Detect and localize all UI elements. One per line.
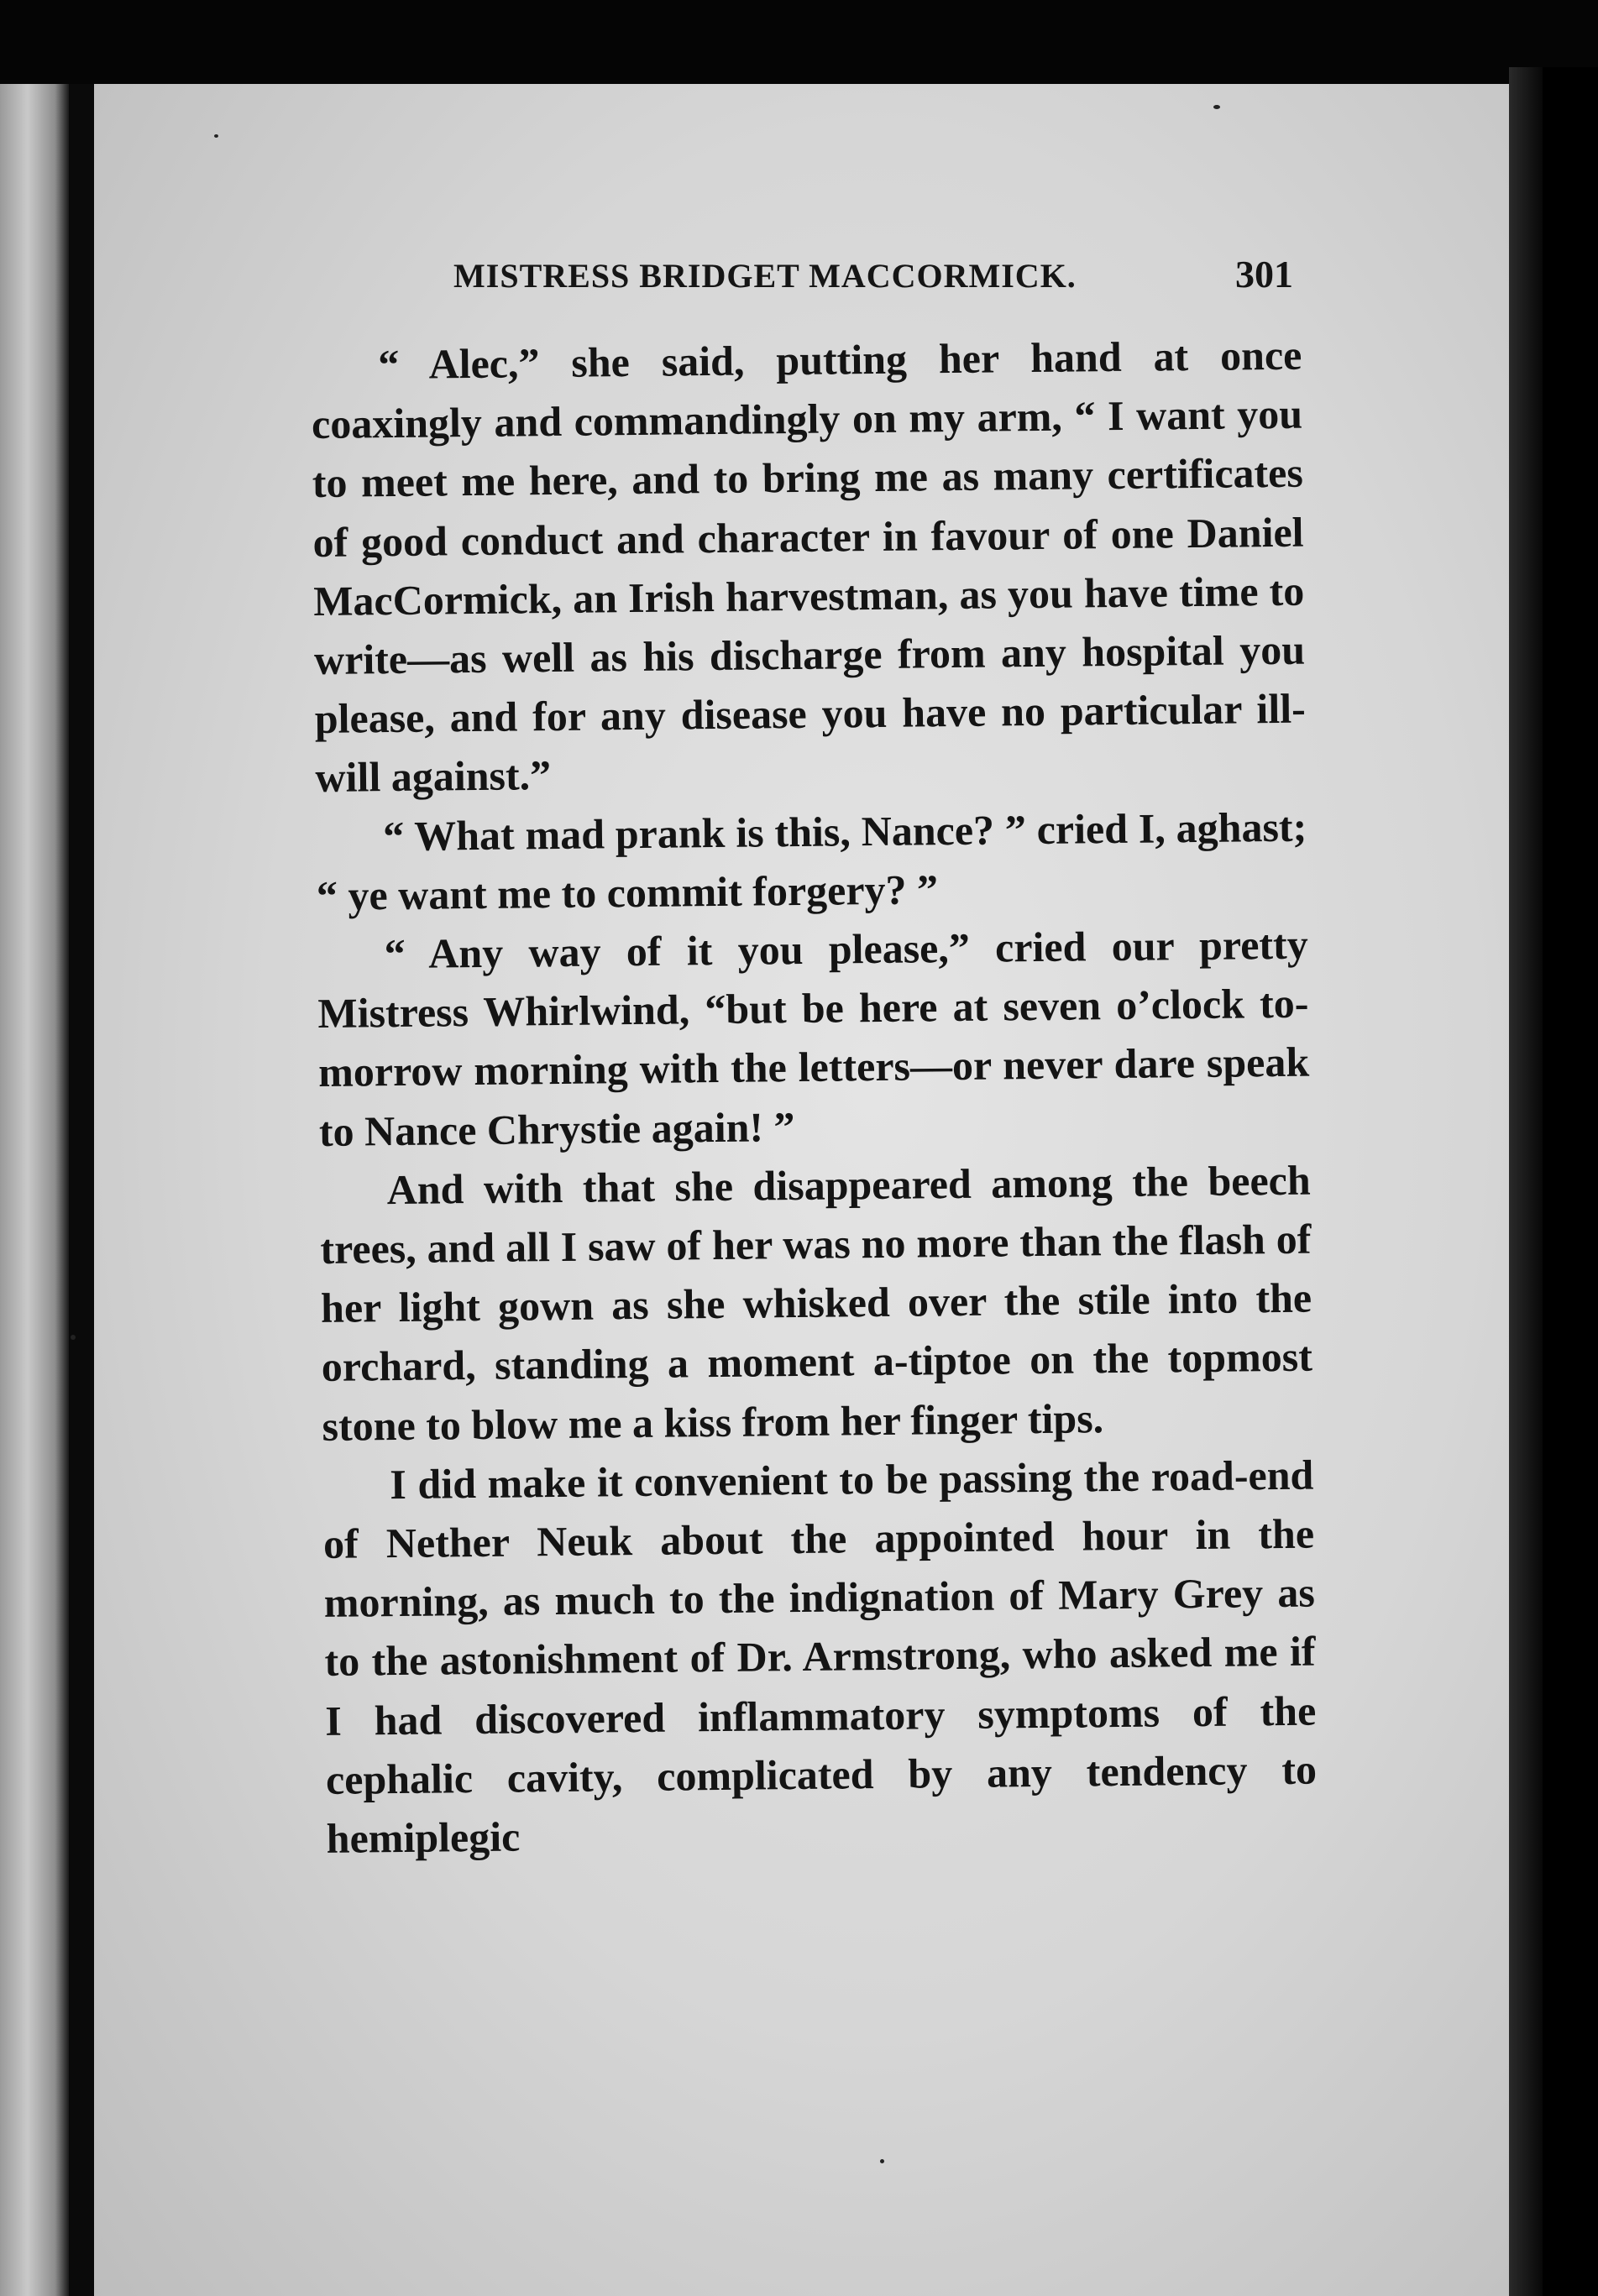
running-head: MISTRESS BRIDGET MACCORMICK.: [453, 257, 1077, 295]
dust-speck: [1213, 105, 1220, 109]
scan-frame-right: [1543, 67, 1598, 2296]
page-header: [453, 252, 1293, 302]
dust-speck: [71, 1335, 76, 1340]
paragraph: I did make it convenient to be passing the road-end of Nether Neuk about the appointed hour in the morning, as much to the indignation of Mary Grey as to the astonishment of Dr. Armstrong, who asked me if I had discovered inflammatory symptoms of the cephalic cavity, complicated by any tendency to hemiplegic: [322, 1451, 1318, 1862]
facing-page-edge: [0, 84, 69, 2296]
page-number: 301: [1235, 253, 1293, 295]
dust-speck: [214, 134, 218, 138]
paragraph: “ Alec,” she said, putting her hand at once coaxingly and commandingly on my arm, “ I want you to meet me here, and to bring me as many certificates of good conduct and character in favour of one Daniel MacCormick, an Irish harvestman, as you have time to write—as well as his discharge from any hospital you please, and for any disease you have no particular ill-will against.”: [311, 331, 1307, 802]
dust-speck: [880, 2159, 884, 2163]
page-right-edge-shadow: [1509, 67, 1543, 2296]
paragraph: “ Any way of it you please,” cried our pretty Mistress Whirlwind, “but be here at seven o’clock to-morrow morning with the letters—or never dare speak to Nance Chrystie again! ”: [317, 920, 1310, 1155]
paragraph: And with that she disappeared among the beech trees, and all I saw of her was no more than the flash of her light gown as she whisked over the stile into the orchard, standing a moment a-tiptoe on the topmost stone to blow me a kiss from her finger tips.: [320, 1156, 1313, 1450]
book-gutter-shadow: [69, 84, 94, 2296]
body-text: [311, 326, 1318, 1869]
paragraph: “ What mad prank is this, Nance? ” cried I, aghast; “ ye want me to commit forgery? ”: [316, 803, 1307, 919]
